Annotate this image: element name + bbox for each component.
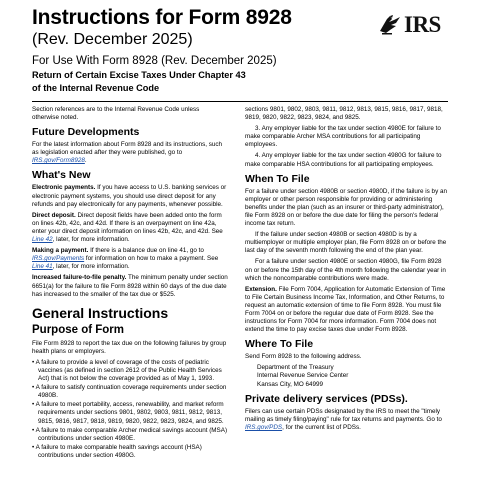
for-use-line: For Use With Form 8928 (Rev. December 2025) bbox=[32, 55, 277, 67]
purpose-of-form-heading: Purpose of Form bbox=[32, 323, 125, 336]
mailing-address bbox=[245, 364, 449, 388]
irs-eagle-icon bbox=[378, 13, 402, 37]
private-delivery-text: Filers can use certain PDSs designated by the IRS to meet the "timely mailing as timely filing/paying" rule for tax returns and payments. Go to IRS.gov/PDS, for the current list of PDSs. bbox=[245, 407, 442, 431]
electronic-payments-paragraph: Electronic payments. If you have access to U.S. banking services or electronic payment systems, you should use direct deposit for any refunds and pay electronically for any payments, whenever possible. bbox=[32, 184, 227, 208]
intro-text: Section references are to the Internal Revenue Code unless otherwise noted. bbox=[32, 106, 200, 122]
address-line: Department of the Treasury bbox=[257, 364, 334, 372]
general-instructions-heading: General Instructions bbox=[32, 304, 169, 321]
list-item: 4. Any employer liable for the tax under section 4980G for failure to make comparable HSA contributions for all participating employees. bbox=[245, 152, 442, 168]
when-to-file-paragraph-1: For a failure under section 4980B or section 4980D, if the failure is by an employer or other person responsible for providing or administering benefits under the plan (such as an insurer or third-party administrator), file Form 8928 on or before the due date for filing the person's federal income tax return. bbox=[245, 187, 447, 228]
list-item: • A failure to meet portability, access, renewability, and market reform requirements under sections 9801, 9802, 9803, 9811, 9812, 9813, 9815, 9816, 9817, 9818, 9819, 9820, 9822, 9823, 9824, and 9825. bbox=[32, 401, 224, 425]
penalty-paragraph: Increased failure-to-file penalty. The minimum penalty under section 6651(a) for the failure to file Form 8928 within 60 days of the due date has increased to the smaller of the tax due or $525. bbox=[32, 274, 228, 298]
whats-new-heading: What's New bbox=[32, 169, 91, 182]
payments-link[interactable]: IRS.gov/Payments bbox=[32, 255, 85, 263]
left-column bbox=[32, 106, 228, 461]
list-item: • A failure to provide a level of coverage of the costs of pediatric vaccines (as defined in section 2612 of the Public Health Services Act) that is not below the coverage provided as of May 1, 1993. bbox=[32, 358, 222, 383]
address-line: Internal Revenue Service Center bbox=[257, 372, 349, 380]
extension-paragraph: Extension. File Form 7004, Application for Automatic Extension of Time to File Certain Business Income Tax, Information, and Other Returns, to request an automatic extension of time to file Form 8928. You must file Form 7004 on or before the regular due date of Form 8928. See the instructions for Form 7004 for more information. Form 7004 does not extend the time to pay excise taxes due under Form 8928. bbox=[245, 285, 446, 334]
pds-link[interactable]: IRS.gov/PDS bbox=[245, 423, 283, 431]
right-column bbox=[245, 106, 449, 435]
line-41-link[interactable]: Line 41 bbox=[32, 263, 53, 271]
address-line: Kansas City, MO 64999 bbox=[257, 380, 324, 388]
title-block bbox=[32, 6, 362, 93]
when-to-file-paragraph-3: For a failure under section 4980E or section 4980G, file Form 8928 on or before the 15th day of the 4th month following the calendar year in which the noncomparable contributions were made. bbox=[245, 258, 446, 282]
revision-date: (Rev. December 2025) bbox=[32, 31, 193, 48]
purpose-text: File Form 8928 to report the tax due on the following failures by group health plans or employers. bbox=[32, 339, 227, 355]
header-divider bbox=[32, 101, 448, 102]
irs-logo bbox=[378, 12, 441, 38]
list-item: • A failure to make comparable health savings account (HSA) contributions under section 4980G. bbox=[32, 443, 202, 459]
future-developments-text: For the latest information about Form 8928 and its instructions, such as legislation enacted after they were published, go to IRS.gov/Form8928. bbox=[32, 141, 223, 165]
irs-logo-text: IRS bbox=[404, 12, 441, 37]
making-payment-paragraph: Making a payment. If there is a balance due on line 41, go to IRS.gov/Payments for information on how to make a payment. See Line 41, later, for more information. bbox=[32, 247, 219, 271]
list-item: • A failure to satisfy continuation coverage requirements under section 4980B. bbox=[32, 384, 227, 400]
private-delivery-heading: Private delivery services (PDSs). bbox=[245, 392, 408, 405]
continued-text: sections 9801, 9802, 9803, 9811, 9812, 9813, 9815, 9816, 9817, 9818, 9819, 9820, 9822, 9823, 9824, and 9825. bbox=[245, 106, 443, 122]
subtitle-line-2: of the Internal Revenue Code bbox=[32, 82, 160, 93]
list-item: 3. Any employer liable for the tax under section 4980E for failure to make comparable Archer MSA contributions for all participating employees. bbox=[245, 125, 441, 149]
future-developments-heading: Future Developments bbox=[32, 126, 140, 139]
when-to-file-heading: When To File bbox=[245, 172, 310, 185]
where-to-file-text: Send Form 8928 to the following address. bbox=[245, 353, 362, 361]
page-title: Instructions for Form 8928 bbox=[32, 6, 292, 29]
form8928-link[interactable]: IRS.gov/Form8928 bbox=[32, 157, 85, 165]
where-to-file-heading: Where To File bbox=[245, 338, 314, 351]
list-item: • A failure to make comparable Archer medical savings account (MSA) contributions under section 4980E. bbox=[32, 426, 228, 442]
subtitle-line-1: Return of Certain Excise Taxes Under Chapter 43 bbox=[32, 70, 246, 80]
direct-deposit-paragraph: Direct deposit. Direct deposit fields have been added onto the form on lines 42b, 42c, and 42d. If there is an overpayment on line 42a, enter your direct deposit information on lines 42b, 42c, and 42d. See Line 42, later, for more information. bbox=[32, 211, 223, 244]
when-to-file-paragraph-2: If the failure under section 4980B or section 4980D is by a multiemployer or multiple employer plan, file Form 8928 on or before the last day of the seventh month following the end of the plan year. bbox=[245, 231, 447, 255]
line-42-link[interactable]: Line 42 bbox=[32, 236, 53, 244]
